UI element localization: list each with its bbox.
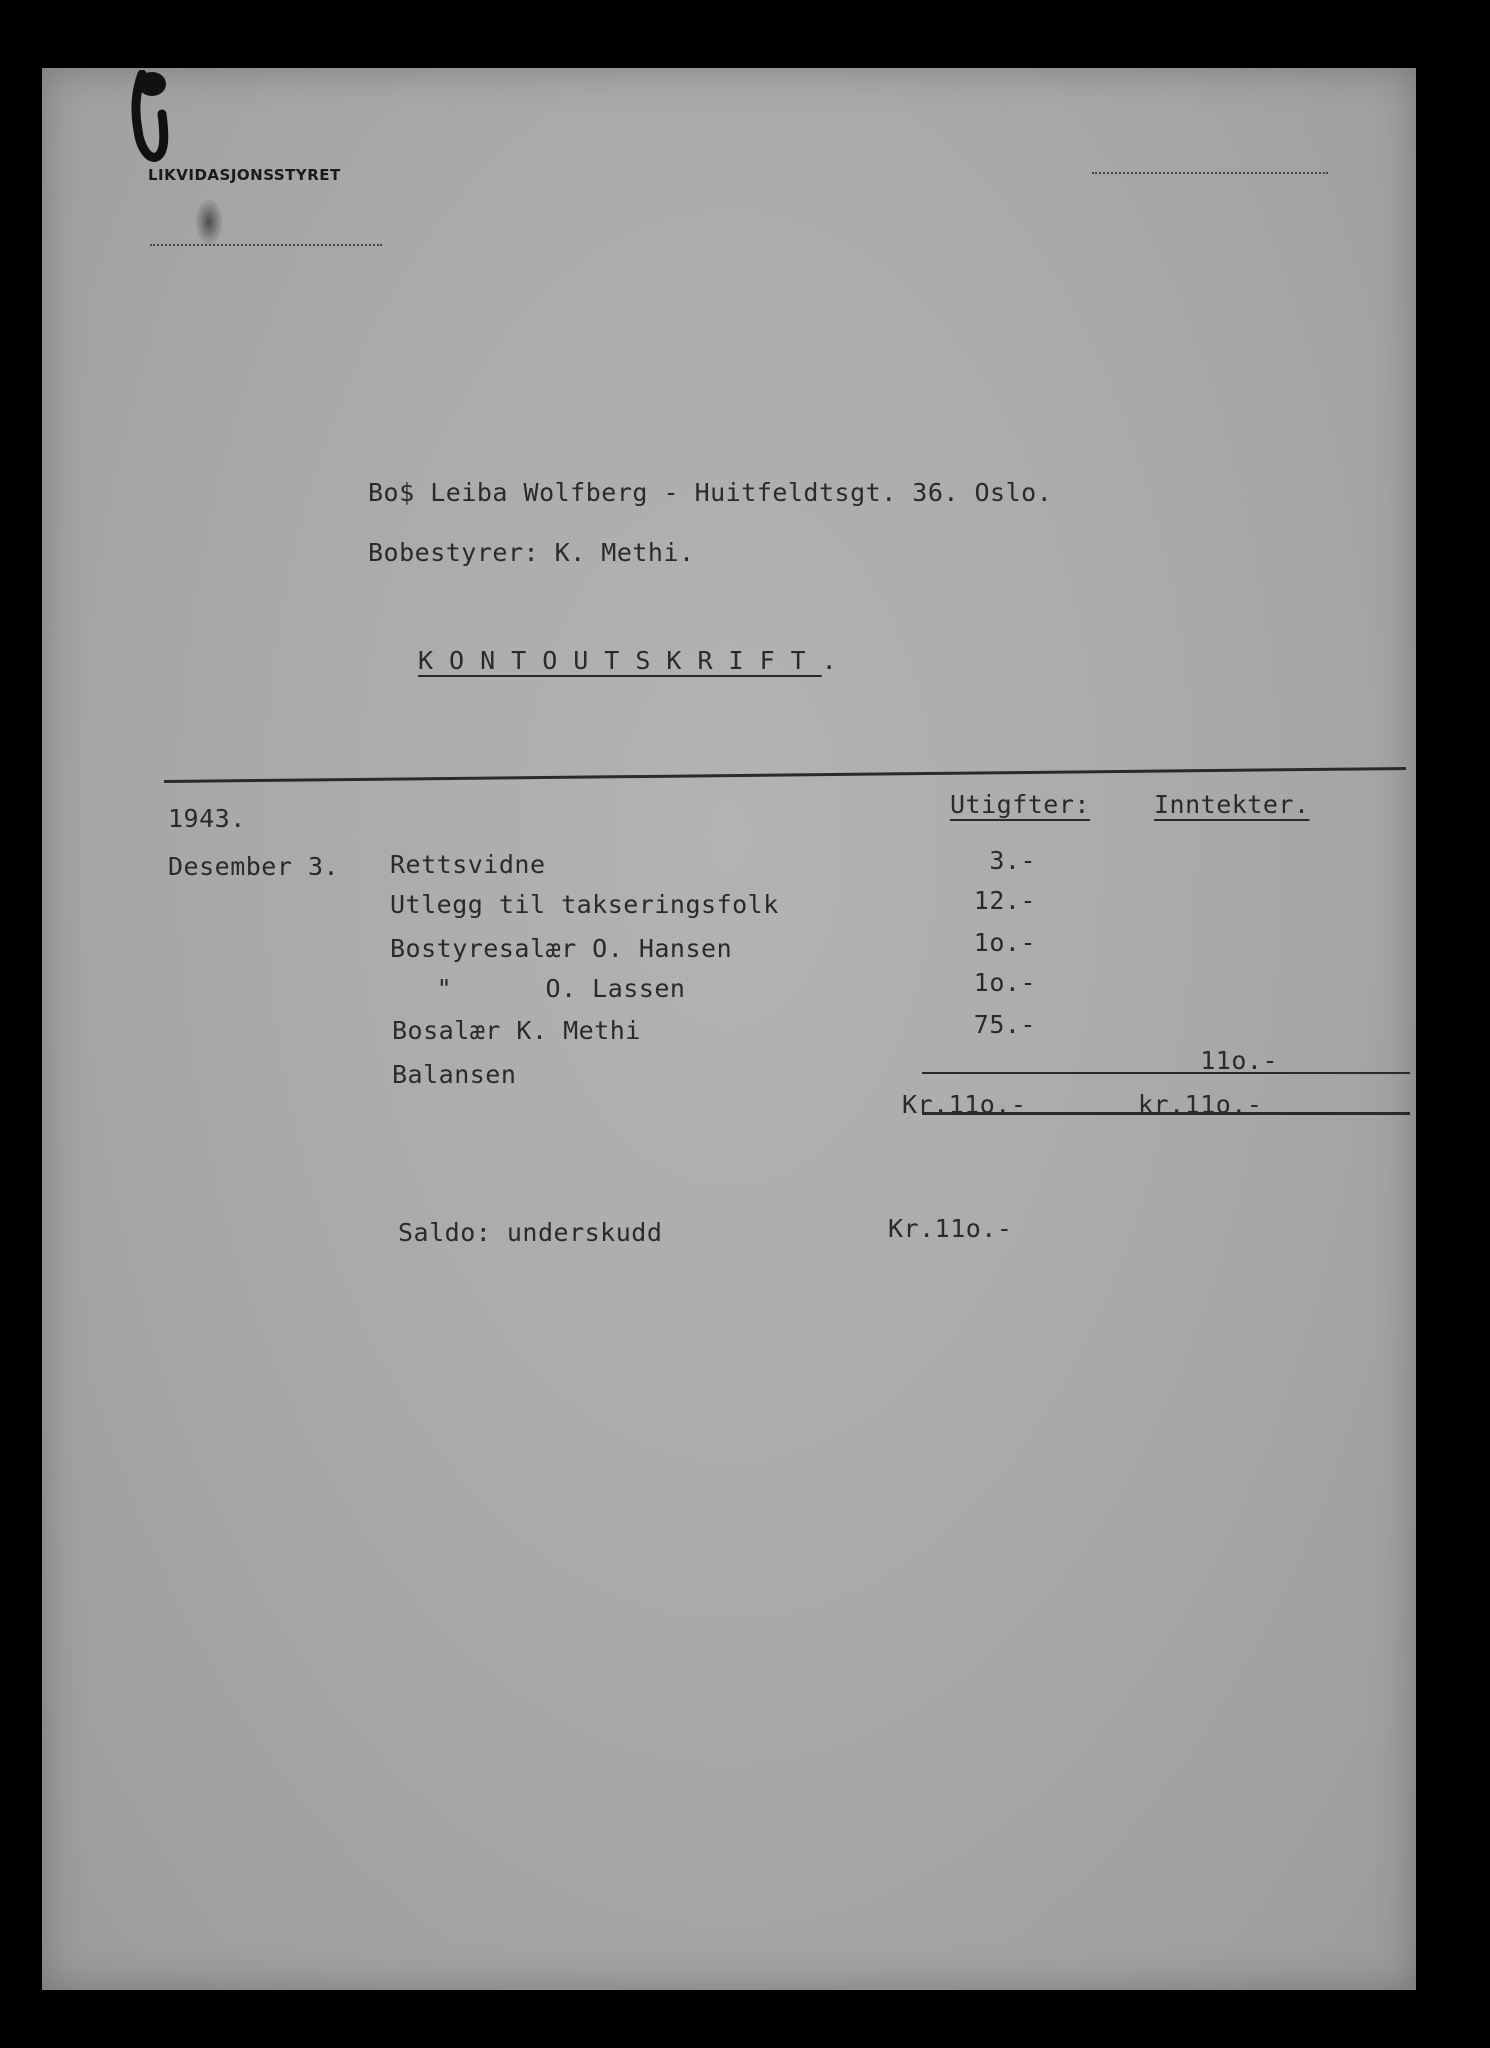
entry-description: Utlegg til takseringsfolk <box>390 890 779 919</box>
subtotal-rule <box>922 1072 1410 1074</box>
letterhead: LIKVIDASJONSSTYRET <box>148 166 341 184</box>
estate-line: Bo$ Leiba Wolfberg - Huitfeldtsgt. 36. Oslo. <box>368 478 1053 507</box>
entry-date: Desember 3. <box>168 852 340 881</box>
total-income: kr.11o.- <box>1138 1090 1263 1119</box>
document-title-text: KONTOUTSKRIFT <box>418 646 822 675</box>
administrator-line: Bobestyrer: K. Methi. <box>368 538 695 567</box>
entry-description: " O. Lassen <box>390 974 686 1003</box>
total-expenses: Kr.11o.- <box>902 1090 1027 1119</box>
entry-expense: 1o.- <box>973 968 1036 997</box>
entry-expense: 12.- <box>973 886 1036 915</box>
reference-dotted-line <box>1092 172 1328 174</box>
entry-expense: 75.- <box>973 1010 1036 1039</box>
expenses-column-header: Utigfter: <box>950 790 1090 819</box>
entry-expense: 3.- <box>989 846 1036 875</box>
balance-label: Balansen <box>392 1060 517 1089</box>
total-rule <box>922 1112 1410 1115</box>
entry-description: Rettsvidne <box>390 850 546 879</box>
entry-description: Bosalær K. Methi <box>392 1016 641 1045</box>
saldo-label: Saldo: underskudd <box>398 1218 663 1247</box>
document-title-period: . <box>821 646 838 675</box>
document-page <box>42 68 1416 1990</box>
saldo-value: Kr.11o.- <box>888 1214 1013 1243</box>
income-column-header: Inntekter. <box>1154 790 1310 819</box>
ink-smudge <box>196 200 222 244</box>
document-title <box>418 646 837 675</box>
balance-income: 11o.- <box>1200 1046 1278 1075</box>
year-label: 1943. <box>168 804 246 833</box>
letterhead-dotted-line <box>150 244 382 246</box>
entry-description: Bostyresalær O. Hansen <box>390 934 733 963</box>
entry-expense: 1o.- <box>973 928 1036 957</box>
paper-clip-icon <box>128 70 176 170</box>
